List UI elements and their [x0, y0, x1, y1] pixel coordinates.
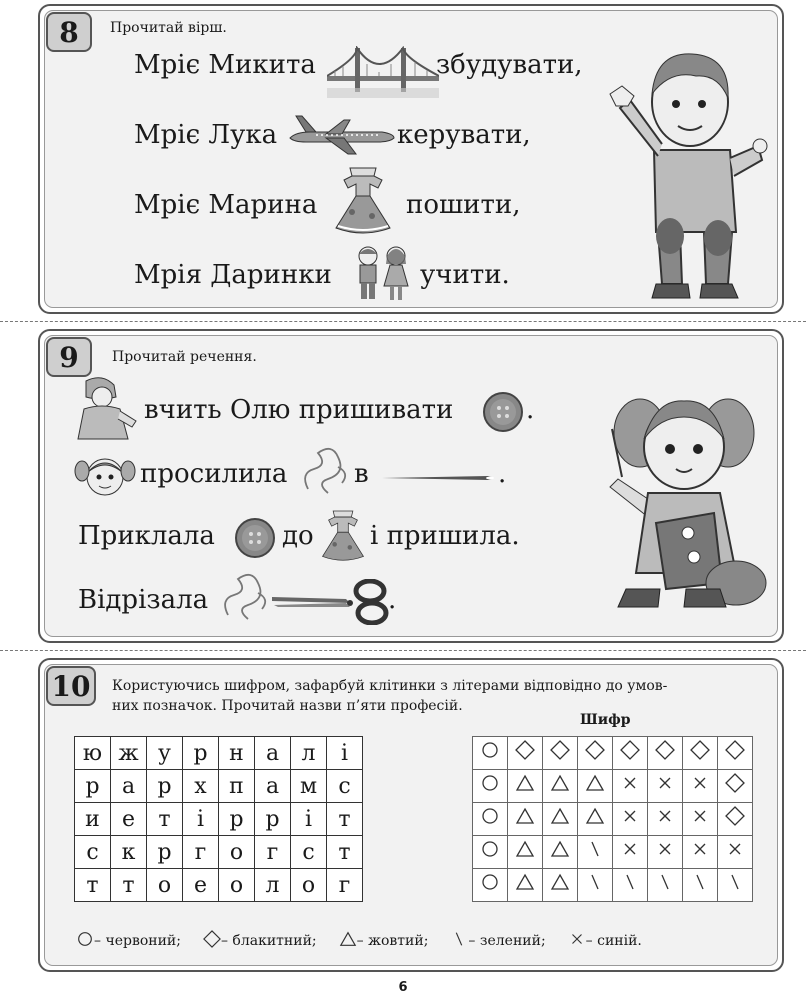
- task-8-instruction: Прочитай вірш.: [110, 20, 227, 36]
- cipher-cross-icon: [648, 803, 683, 836]
- poem-line-1-start: Мріє Микита: [134, 50, 316, 80]
- letter-cell[interactable]: с: [291, 836, 327, 869]
- sentence-2-word-in: в: [354, 459, 369, 489]
- dress-icon-2: [318, 507, 368, 565]
- cipher-diamond-icon: [718, 770, 753, 803]
- letter-grid-row: [75, 836, 363, 869]
- cipher-triangle-icon: [508, 803, 543, 836]
- task-9-panel: [38, 329, 784, 643]
- cipher-cross-icon: [683, 770, 718, 803]
- letter-cell[interactable]: л: [291, 737, 327, 770]
- letter-cell[interactable]: р: [147, 836, 183, 869]
- cipher-diamond-icon: [718, 737, 753, 770]
- letter-cell[interactable]: е: [111, 803, 147, 836]
- legend-cross-icon: [568, 936, 586, 952]
- letter-cell[interactable]: н: [219, 737, 255, 770]
- letter-cell[interactable]: а: [111, 770, 147, 803]
- cipher-cross-icon: [683, 803, 718, 836]
- sentence-2-end: .: [498, 459, 507, 489]
- letter-grid: [74, 736, 363, 902]
- sentence-1-end: .: [526, 395, 535, 425]
- cipher-triangle-icon: [508, 770, 543, 803]
- sentence-4-end: .: [388, 585, 397, 615]
- cipher-triangle-icon: [543, 770, 578, 803]
- letter-cell[interactable]: п: [219, 770, 255, 803]
- cipher-grid-row: [473, 803, 753, 836]
- legend-triangle-icon: [339, 936, 357, 952]
- thread-icon: [298, 443, 352, 497]
- cipher-triangle-icon: [578, 770, 613, 803]
- scissors-icon: [270, 579, 390, 625]
- letter-cell[interactable]: о: [219, 836, 255, 869]
- girl-face-icon: [74, 449, 136, 499]
- task-10-instruction-line-2: них позначок. Прочитай назви п’яти професій.: [112, 698, 463, 714]
- boy-illustration: [600, 34, 770, 304]
- cipher-diamond-icon: [578, 737, 613, 770]
- letter-cell[interactable]: г: [327, 869, 363, 902]
- letter-cell[interactable]: с: [75, 836, 111, 869]
- letter-cell[interactable]: ж: [111, 737, 147, 770]
- cipher-cross-icon: [718, 836, 753, 869]
- legend-label: – жовтий;: [356, 933, 429, 949]
- thread-icon-2: [218, 569, 272, 623]
- sentence-3-end: і пришила.: [370, 521, 520, 551]
- legend-item: [450, 933, 545, 949]
- poem-line-2-end: керувати,: [397, 120, 531, 150]
- letter-cell[interactable]: о: [147, 869, 183, 902]
- letter-cell[interactable]: і: [327, 737, 363, 770]
- poem-line-4-end: учити.: [420, 260, 510, 290]
- letter-cell[interactable]: і: [183, 803, 219, 836]
- cipher-triangle-icon: [578, 803, 613, 836]
- legend-label: – блакитний;: [220, 933, 317, 949]
- sentence-3-text: Приклала: [78, 521, 215, 551]
- letter-cell[interactable]: м: [291, 770, 327, 803]
- bridge-icon: [327, 46, 439, 98]
- cipher-slash-icon: [578, 836, 613, 869]
- letter-cell[interactable]: т: [147, 803, 183, 836]
- letter-cell[interactable]: г: [255, 836, 291, 869]
- letter-cell[interactable]: и: [75, 803, 111, 836]
- letter-cell[interactable]: о: [291, 869, 327, 902]
- cipher-grid: [472, 736, 753, 902]
- task-8-number: 8: [46, 12, 92, 52]
- cipher-grid-row: [473, 770, 753, 803]
- letter-grid-row: [75, 737, 363, 770]
- cipher-circle-icon: [473, 869, 508, 902]
- letter-cell[interactable]: р: [147, 770, 183, 803]
- cipher-cross-icon: [648, 836, 683, 869]
- cipher-circle-icon: [473, 836, 508, 869]
- letter-cell[interactable]: с: [327, 770, 363, 803]
- cipher-triangle-icon: [508, 869, 543, 902]
- letter-cell[interactable]: г: [183, 836, 219, 869]
- letter-cell[interactable]: а: [255, 737, 291, 770]
- section-divider-1: [0, 321, 806, 322]
- cipher-slash-icon: [683, 869, 718, 902]
- legend-item: [568, 933, 642, 949]
- cipher-title: Шифр: [580, 712, 631, 728]
- poem-line-2-start: Мріє Лука: [134, 120, 278, 150]
- poem-line-3-end: пошити,: [406, 190, 521, 220]
- button-icon-2: [232, 517, 278, 559]
- cipher-circle-icon: [473, 737, 508, 770]
- legend-slash-icon: [450, 936, 468, 952]
- legend-diamond-icon: [203, 936, 221, 952]
- letter-grid-row: [75, 803, 363, 836]
- task-10-panel: [38, 658, 784, 972]
- letter-cell[interactable]: т: [327, 836, 363, 869]
- color-legend: [76, 930, 664, 952]
- letter-cell[interactable]: р: [75, 770, 111, 803]
- legend-item: [339, 933, 429, 949]
- sentence-1-text: вчить Олю пришивати: [144, 395, 454, 425]
- legend-item: [76, 933, 181, 949]
- sentence-2-text: просилила: [140, 459, 288, 489]
- letter-grid-row: [75, 770, 363, 803]
- letter-cell[interactable]: о: [219, 869, 255, 902]
- cipher-triangle-icon: [543, 869, 578, 902]
- cipher-slash-icon: [718, 869, 753, 902]
- cipher-diamond-icon: [718, 803, 753, 836]
- cipher-circle-icon: [473, 770, 508, 803]
- letter-cell[interactable]: л: [255, 869, 291, 902]
- task-8-panel: [38, 4, 784, 314]
- button-icon: [480, 391, 526, 433]
- page-number: 6: [398, 980, 408, 995]
- cipher-triangle-icon: [508, 836, 543, 869]
- dress-icon: [330, 166, 396, 236]
- needle-icon: [380, 471, 500, 485]
- cipher-circle-icon: [473, 803, 508, 836]
- cipher-slash-icon: [578, 869, 613, 902]
- sewing-girl-illustration: [596, 383, 772, 623]
- cipher-diamond-icon: [648, 737, 683, 770]
- letter-cell[interactable]: т: [75, 869, 111, 902]
- letter-cell[interactable]: а: [255, 770, 291, 803]
- cipher-grid-row: [473, 869, 753, 902]
- letter-cell[interactable]: е: [183, 869, 219, 902]
- cipher-cross-icon: [648, 770, 683, 803]
- sentence-3-word-to: до: [282, 521, 314, 551]
- letter-cell[interactable]: к: [111, 836, 147, 869]
- letter-cell[interactable]: т: [111, 869, 147, 902]
- grandmother-icon: [72, 377, 142, 441]
- poem-line-4-start: Мрія Даринки: [134, 260, 332, 290]
- cipher-diamond-icon: [613, 737, 648, 770]
- poem-line-1-end: збудувати,: [436, 50, 583, 80]
- letter-cell[interactable]: у: [147, 737, 183, 770]
- letter-cell[interactable]: р: [219, 803, 255, 836]
- task-10-instruction-line-1: Користуючись шифром, зафарбуй клітинки з літерами відповідно до умов-: [112, 678, 668, 694]
- letter-cell[interactable]: ю: [75, 737, 111, 770]
- legend-label: – зелений;: [468, 933, 546, 949]
- letter-cell[interactable]: т: [327, 803, 363, 836]
- cipher-diamond-icon: [683, 737, 718, 770]
- letter-cell[interactable]: х: [183, 770, 219, 803]
- letter-grid-row: [75, 869, 363, 902]
- section-divider-2: [0, 650, 806, 651]
- cipher-triangle-icon: [543, 836, 578, 869]
- airplane-icon: [286, 110, 398, 158]
- legend-label: – синій.: [585, 933, 642, 949]
- children-icon: [350, 242, 416, 304]
- cipher-slash-icon: [648, 869, 683, 902]
- letter-cell[interactable]: р: [183, 737, 219, 770]
- cipher-grid-row: [473, 836, 753, 869]
- sentence-4-text: Відрізала: [78, 585, 209, 615]
- cipher-triangle-icon: [543, 803, 578, 836]
- letter-cell[interactable]: р: [255, 803, 291, 836]
- cipher-cross-icon: [613, 803, 648, 836]
- cipher-cross-icon: [613, 836, 648, 869]
- poem-line-3-start: Мріє Марина: [134, 190, 318, 220]
- letter-cell[interactable]: і: [291, 803, 327, 836]
- legend-circle-icon: [76, 936, 94, 952]
- cipher-cross-icon: [683, 836, 718, 869]
- cipher-diamond-icon: [508, 737, 543, 770]
- cipher-slash-icon: [613, 869, 648, 902]
- task-10-number: 10: [46, 666, 96, 706]
- legend-label: – червоний;: [94, 933, 181, 949]
- task-9-instruction: Прочитай речення.: [112, 349, 257, 365]
- cipher-diamond-icon: [543, 737, 578, 770]
- legend-item: [203, 933, 317, 949]
- cipher-cross-icon: [613, 770, 648, 803]
- cipher-grid-row: [473, 737, 753, 770]
- task-9-number: 9: [46, 337, 92, 377]
- poem-line-1: [134, 50, 316, 80]
